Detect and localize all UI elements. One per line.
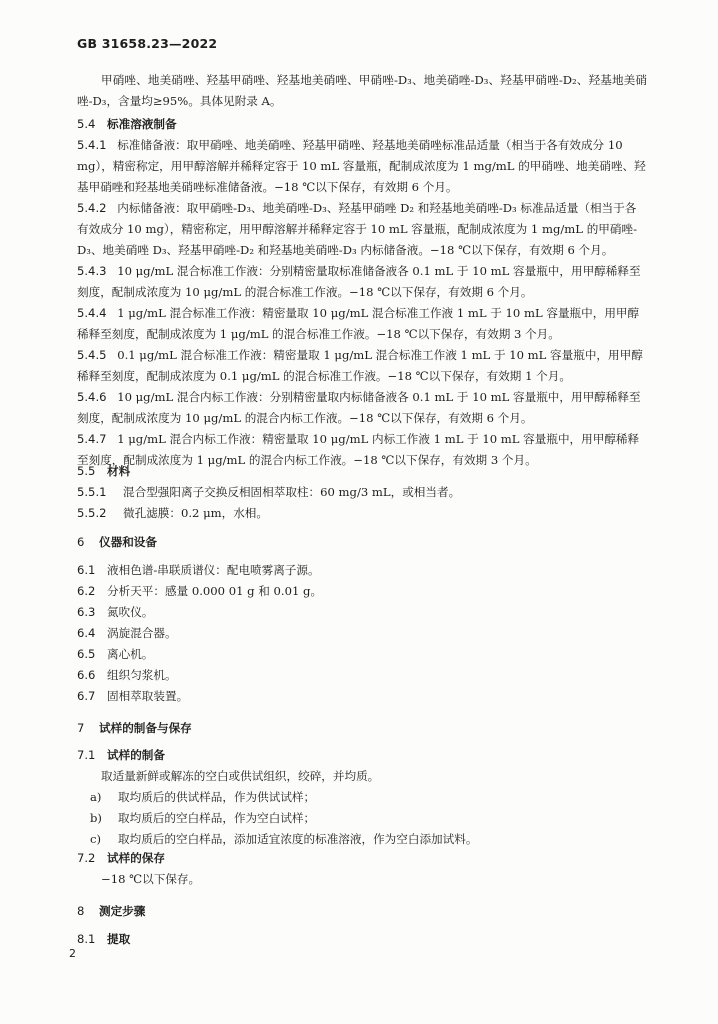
- clause-text: 液相色谱-串联质谱仪：配电喷雾离子源。: [107, 563, 320, 577]
- clause-5-4-5: [77, 345, 647, 387]
- list-text: 取均质后的供试样品，作为供试试样；: [118, 790, 316, 804]
- clause-number: 6.2: [77, 584, 96, 598]
- section-8-heading: [77, 901, 647, 922]
- section-title: 测定步骤: [99, 904, 146, 918]
- clause-number: 6.4: [77, 626, 96, 640]
- section-number: 7: [77, 721, 85, 735]
- clause-5-4-2: [77, 198, 647, 261]
- list-label: c): [90, 832, 102, 846]
- section-number: 5.4: [77, 117, 96, 131]
- clause-number: 6.1: [77, 563, 96, 577]
- clause-text: 标准储备液：取甲硝唑、地美硝唑、羟基甲硝唑、羟基地美硝唑标准品适量（相当于各有效成分 10 mg），精密称定，用甲醇溶解并稀释定容于 10 mL 容量瓶，配制成浓度为 1 mg/mL 的甲硝唑、地美硝唑、羟基甲硝唑和羟基地美硝唑标准储备液。−18 ℃以下保存，有效期 6 个月。: [77, 138, 646, 194]
- clause-6-5: [77, 644, 647, 665]
- clause-text: 分析天平：感量 0.000 01 g 和 0.01 g。: [107, 584, 323, 598]
- clause-text: 离心机。: [107, 647, 154, 661]
- section-7-2-heading: [77, 848, 647, 869]
- clause-text: 组织匀浆机。: [107, 668, 177, 682]
- clause-6-6: [77, 665, 647, 686]
- section-7-1-list: [77, 787, 660, 850]
- section-number: 7.1: [77, 748, 96, 762]
- standard-number: GB 31658.23—2022: [77, 36, 218, 51]
- section-title: 试样的制备与保存: [99, 721, 192, 735]
- section-7-1-text: 取适量新鲜或解冻的空白或供试组织，绞碎，并均质。: [101, 769, 380, 783]
- clause-text: 氮吹仪。: [107, 605, 154, 619]
- clause-number: 6.7: [77, 689, 96, 703]
- clause-5-4-4: [77, 303, 647, 345]
- clause-5-4-3: [77, 261, 647, 303]
- clause-text: 混合型强阳离子交换反相固相萃取柱：60 mg/3 mL，或相当者。: [123, 485, 461, 499]
- clause-text: 内标储备液：取甲硝唑-D₃、地美硝唑-D₃、羟基甲硝唑 D₂ 和羟基地美硝唑-D₃ 标准品适量（相当于各有效成分 10 mg），精密称定，用甲醇溶解并稀释定容于 10 mL 容量瓶，配制成浓度为 1 mg/mL 的甲硝唑-D₃、地美硝唑 D₃、羟基甲硝唑-D₂ 和羟基地美硝唑-D₃ 内标储备液。−18 ℃以下保存，有效期 6 个月。: [77, 201, 637, 257]
- clause-text: 10 μg/mL 混合内标工作液：分别精密量取内标储备液各 0.1 mL 于 10 mL 容量瓶中，用甲醇稀释至刻度，配制成浓度为 10 μg/mL 的混合内标工作液。−18 ℃以下保存，有效期 6 个月。: [77, 390, 641, 425]
- list-label: a): [90, 790, 102, 804]
- clause-5-5-2: [77, 503, 647, 524]
- section-title: 仪器和设备: [99, 535, 157, 549]
- section-5-5-heading: [77, 461, 647, 482]
- list-item-c: [90, 829, 660, 850]
- clause-number: 5.4.2: [77, 201, 107, 215]
- clause-number: 5.5.2: [77, 506, 107, 520]
- section-number: 8.1: [77, 932, 96, 946]
- clause-6-4: [77, 623, 647, 644]
- clause-5-4-6: [77, 387, 647, 429]
- section-title: 材料: [107, 464, 131, 478]
- section-8-1-heading: [77, 929, 647, 950]
- clause-number: 6.6: [77, 668, 96, 682]
- clause-5-5-1: [77, 482, 647, 503]
- section-number: 7.2: [77, 851, 96, 865]
- section-number: 6: [77, 535, 85, 549]
- clause-text: 1 μg/mL 混合标准工作液：精密量取 10 μg/mL 混合标准工作液 1 mL 于 10 mL 容量瓶中，用甲醇稀释至刻度，配制成浓度为 1 μg/mL 的混合标准工作液。−18 ℃以下保存，有效期 3 个月。: [77, 306, 640, 341]
- section-title: 试样的制备: [107, 748, 165, 762]
- clause-text: 0.1 μg/mL 混合标准工作液：精密量取 1 μg/mL 混合标准工作液 1 mL 于 10 mL 容量瓶中，用甲醇稀释至刻度，配制成浓度为 0.1 μg/mL 的混合标准工作液。−18 ℃以下保存，有效期 1 个月。: [77, 348, 643, 383]
- section-title: 提取: [107, 932, 131, 946]
- section-7-heading: [77, 718, 647, 739]
- clause-number: 6.5: [77, 647, 96, 661]
- list-item-b: [90, 808, 660, 829]
- clause-6-2: [77, 581, 647, 602]
- clause-text: 固相萃取装置。: [107, 689, 189, 703]
- section-title: 试样的保存: [107, 851, 165, 865]
- clause-number: 5.4.3: [77, 264, 107, 278]
- section-7-1-heading: [77, 745, 647, 766]
- list-text: 取均质后的空白样品，添加适宜浓度的标准溶液，作为空白添加试料。: [118, 832, 478, 846]
- section-6-heading: [77, 532, 647, 553]
- section-title: 标准溶液制备: [107, 117, 177, 131]
- intro-paragraph: 甲硝唑、地美硝唑、羟基甲硝唑、羟基地美硝唑、甲硝唑-D₃、地美硝唑-D₃、羟基甲硝唑-D₂、羟基地美硝唑-D₃，含量均≥95%。具体见附录 A。: [77, 73, 647, 108]
- list-item-a: [90, 787, 660, 808]
- clause-text: 1 μg/mL 混合内标工作液：精密量取 10 μg/mL 内标工作液 1 mL 于 10 mL 容量瓶中，用甲醇稀释至刻度，配制成浓度为 1 μg/mL 的混合内标工作液。−18 ℃以下保存，有效期 3 个月。: [77, 432, 640, 467]
- list-text: 取均质后的空白样品，作为空白试样；: [118, 811, 316, 825]
- clause-6-3: [77, 602, 647, 623]
- clause-6-1: [77, 560, 647, 581]
- clause-text: 涡旋混合器。: [107, 626, 177, 640]
- section-7-2-text: −18 ℃以下保存。: [101, 872, 201, 886]
- section-number: 8: [77, 904, 85, 918]
- clause-6-7: [77, 686, 647, 707]
- page-number: 2: [69, 947, 76, 960]
- clause-number: 5.5.1: [77, 485, 107, 499]
- list-label: b): [90, 811, 102, 825]
- section-5-5-items: [77, 482, 647, 524]
- clause-text: 微孔滤膜：0.2 μm，水相。: [123, 506, 268, 520]
- clause-number: 5.4.1: [77, 138, 107, 152]
- clause-number: 5.4.7: [77, 432, 107, 446]
- clause-number: 5.4.6: [77, 390, 107, 404]
- section-number: 5.5: [77, 464, 96, 478]
- clause-number: 5.4.4: [77, 306, 107, 320]
- clause-number: 6.3: [77, 605, 96, 619]
- clause-5-4-1: [77, 135, 647, 198]
- section-5-4-heading: [77, 114, 647, 135]
- section-6-items: [77, 560, 647, 707]
- section-5-4-items: [77, 135, 647, 471]
- clause-text: 10 μg/mL 混合标准工作液：分别精密量取标准储备液各 0.1 mL 于 10 mL 容量瓶中，用甲醇稀释至刻度，配制成浓度为 10 μg/mL 的混合标准工作液。−18 ℃以下保存，有效期 6 个月。: [77, 264, 641, 299]
- clause-number: 5.4.5: [77, 348, 107, 362]
